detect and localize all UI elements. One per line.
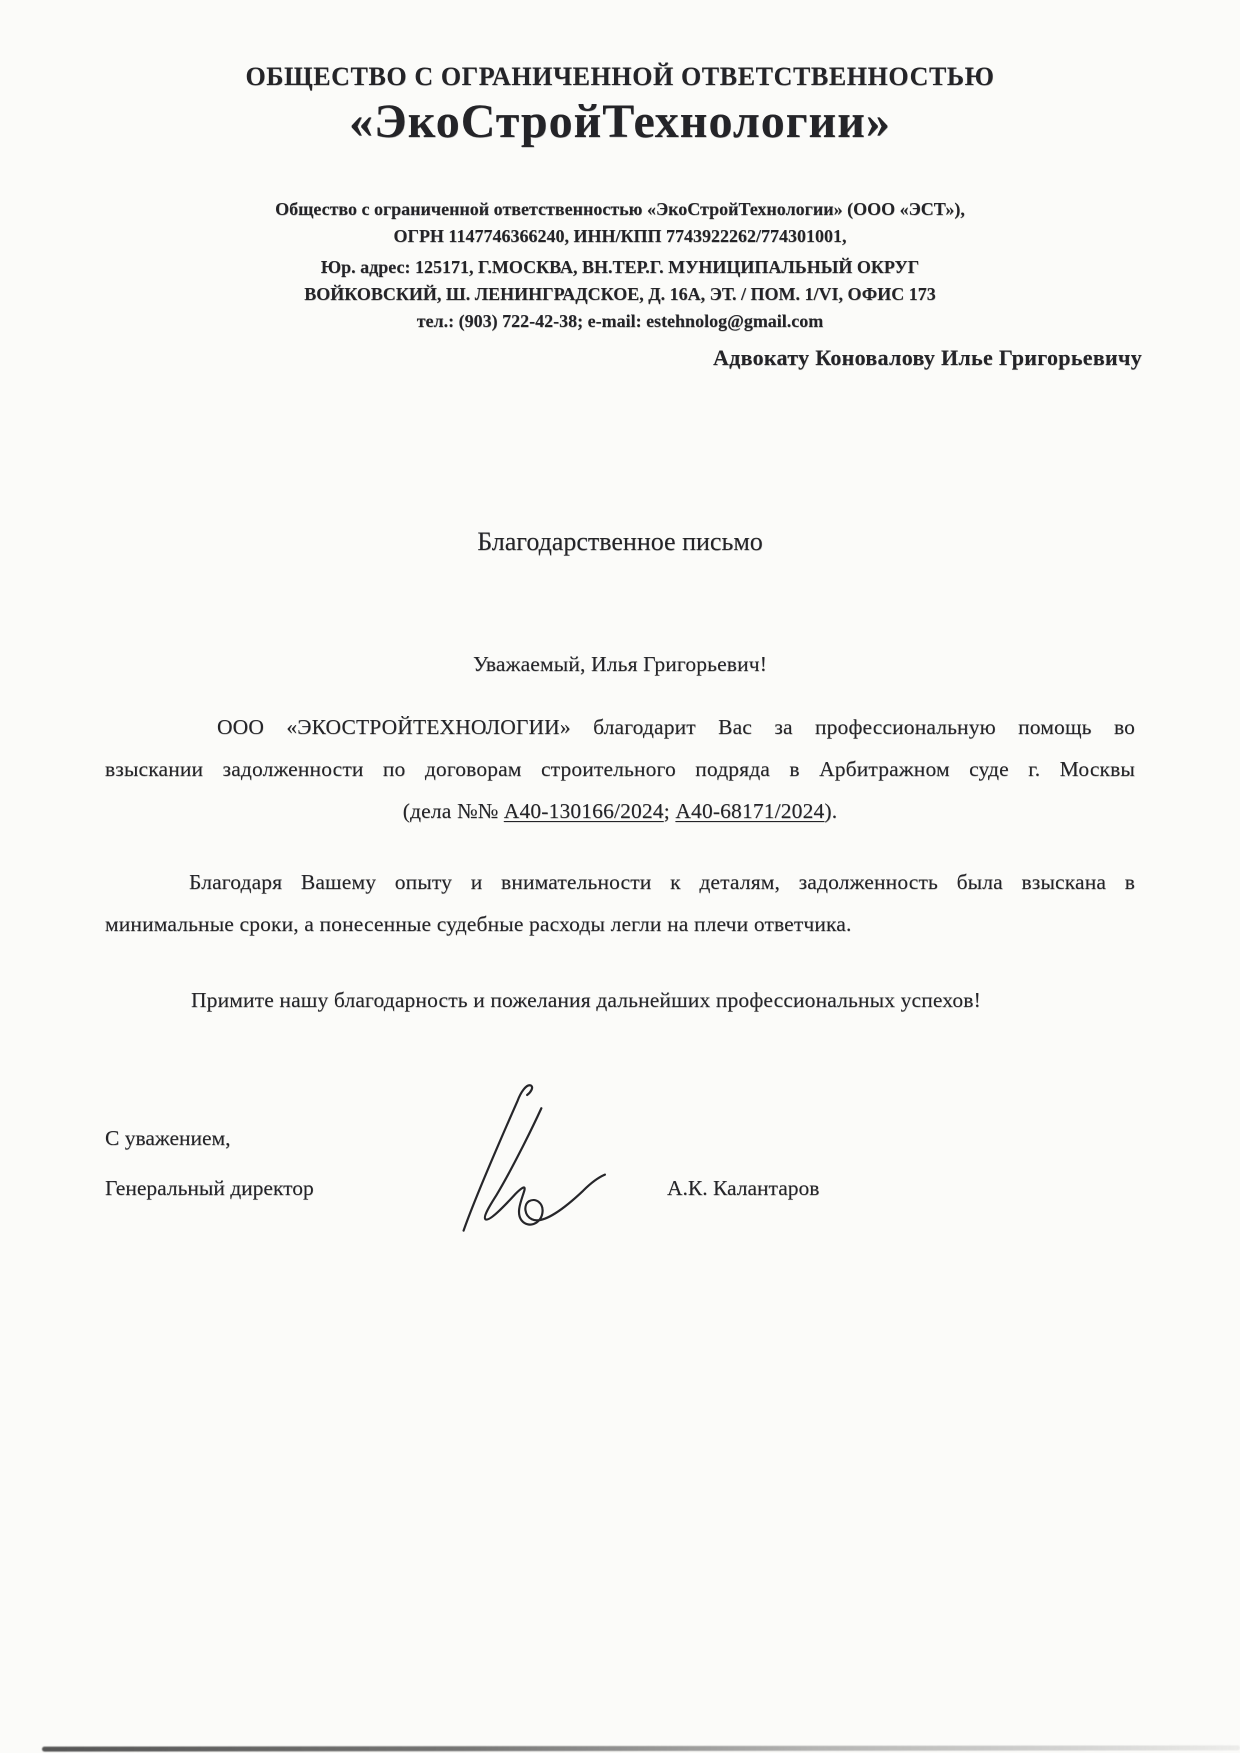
body-line: Благодаря Вашему опыту и внимательности к деталям, задолженность была взыскана в — [189, 870, 1135, 894]
letterhead-details — [0, 196, 1240, 335]
case-numbers-line — [105, 799, 1135, 824]
letterhead-detail-line: ОГРН 1147746366240, ИНН/КПП 7743922262/774301001, — [393, 226, 847, 246]
director-name: А.К. Калантаров — [667, 1176, 820, 1200]
greeting-line: Уважаемый, Илья Григорьевич! — [472, 652, 768, 676]
case-number-1: А40-130166/2024 — [503, 799, 664, 823]
letterhead-detail-line: Юр. адрес: 125171, Г.МОСКВА, ВН.ТЕР.Г. МУНИЦИПАЛЬНЫЙ ОКРУГ — [320, 257, 920, 277]
body-line: взыскании задолженности по договорам строительного подряда в Арбитражном суде г. Москвы — [105, 757, 1135, 781]
case-line-separator: ; — [663, 799, 676, 823]
scan-edge-artifact — [42, 1745, 1240, 1751]
signature-icon — [416, 1076, 606, 1242]
director-title: Генеральный директор — [105, 1176, 314, 1200]
case-line-suffix: ). — [824, 799, 838, 823]
body-line: минимальные сроки, а понесенные судебные расходы легли на плечи ответчика. — [105, 912, 852, 936]
org-name: «ЭкоСтройТехнологии» — [349, 95, 891, 148]
letterhead-detail-line: Общество с ограниченной ответственностью «ЭкоСтройТехнологии» (ООО «ЭСТ»), — [275, 199, 965, 219]
signature-scribble — [416, 1076, 606, 1242]
letter-title: Благодарственное письмо — [477, 527, 763, 556]
body-line: Примите нашу благодарность и пожелания дальнейших профессиональных успехов! — [191, 988, 981, 1012]
case-line-prefix: (дела №№ — [402, 799, 504, 823]
body-line: ООО «ЭКОСТРОЙТЕХНОЛОГИИ» благодарит Вас за профессиональную помощь во — [217, 715, 1135, 739]
case-number-2: А40-68171/2024 — [675, 799, 825, 823]
org-type-line: ОБЩЕСТВО С ОГРАНИЧЕННОЙ ОТВЕТСТВЕННОСТЬЮ — [245, 62, 995, 91]
addressee-line: Адвокату Коновалову Илье Григорьевичу — [712, 345, 1142, 370]
closing-line: С уважением, — [105, 1126, 231, 1150]
letterhead-detail-line: тел.: (903) 722-42-38; e-mail: estehnolog@gmail.com — [416, 311, 824, 331]
letterhead-detail-line: ВОЙКОВСКИЙ, Ш. ЛЕНИНГРАДСКОЕ, Д. 16А, ЭТ. / ПОМ. 1/VI, ОФИС 173 — [304, 284, 936, 304]
